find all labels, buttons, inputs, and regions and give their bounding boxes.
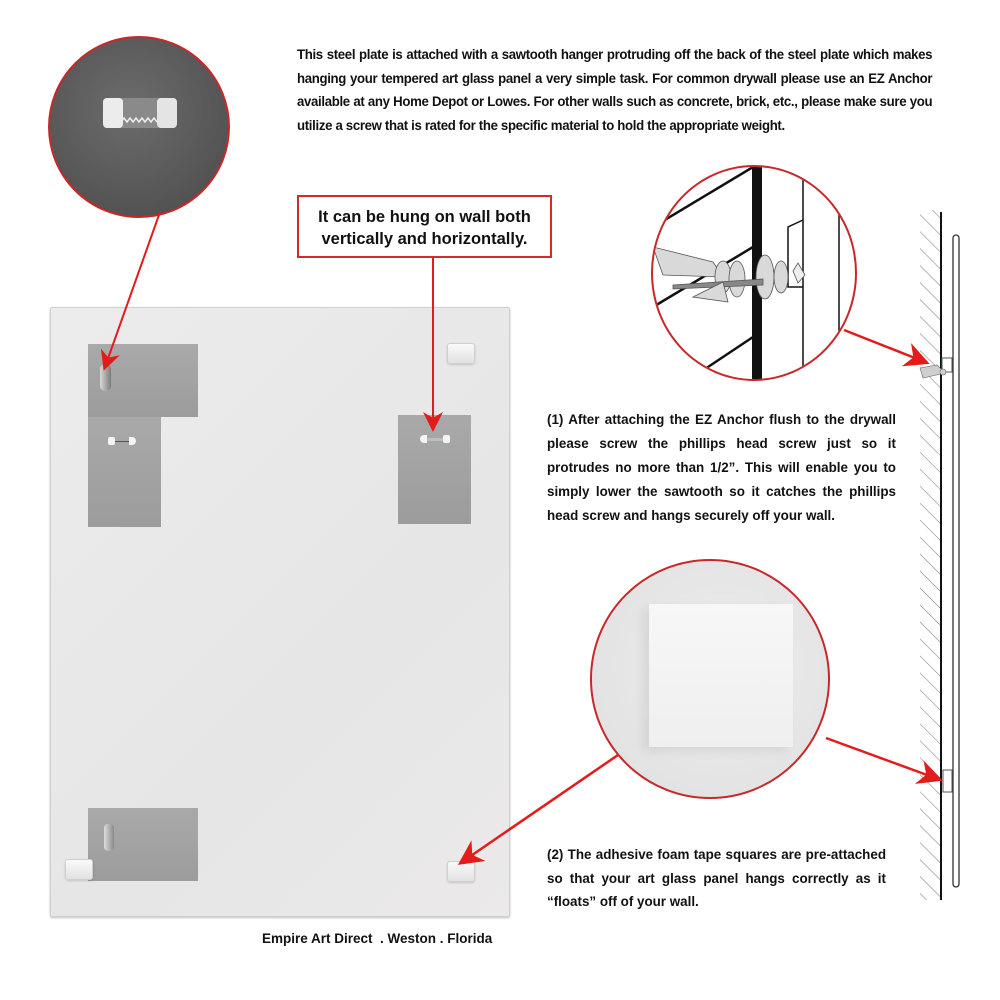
arrow-foam-wall xyxy=(826,738,938,779)
callout-line-1: It can be hung on wall both xyxy=(318,208,531,226)
arrow-sawtooth xyxy=(105,212,160,367)
step-2-instructions: (2) The adhesive foam tape squares are pre-attached so that your art glass panel hangs correctly as it “floats” off of your wall. xyxy=(547,847,886,909)
step-1-instructions: (1) After attaching the EZ Anchor flush to the drywall please screw the phillips head screw just so it protrudes no more than 1/2”. This will enable you to simply lower the sawtooth so it catches the phillips head screw and hangs securely off your wall. xyxy=(547,412,896,523)
callout-line-2: vertically and horizontally. xyxy=(321,230,528,248)
arrow-anchor xyxy=(844,330,925,362)
intro-paragraph: This steel plate is attached with a sawtooth hanger protruding off the back of the steel plate which makes hanging your tempered art glass panel a very simple task. For common drywall please use an EZ Anchor available at any Home Depot or Lowes. For other walls such as concrete, brick, etc., please make sure you utilize a screw that is rated for the specific material to hold the appropriate weight. xyxy=(297,47,933,134)
arrow-foam-panel xyxy=(462,755,618,862)
company-footer: Empire Art Direct . Weston . Florida xyxy=(262,931,493,946)
